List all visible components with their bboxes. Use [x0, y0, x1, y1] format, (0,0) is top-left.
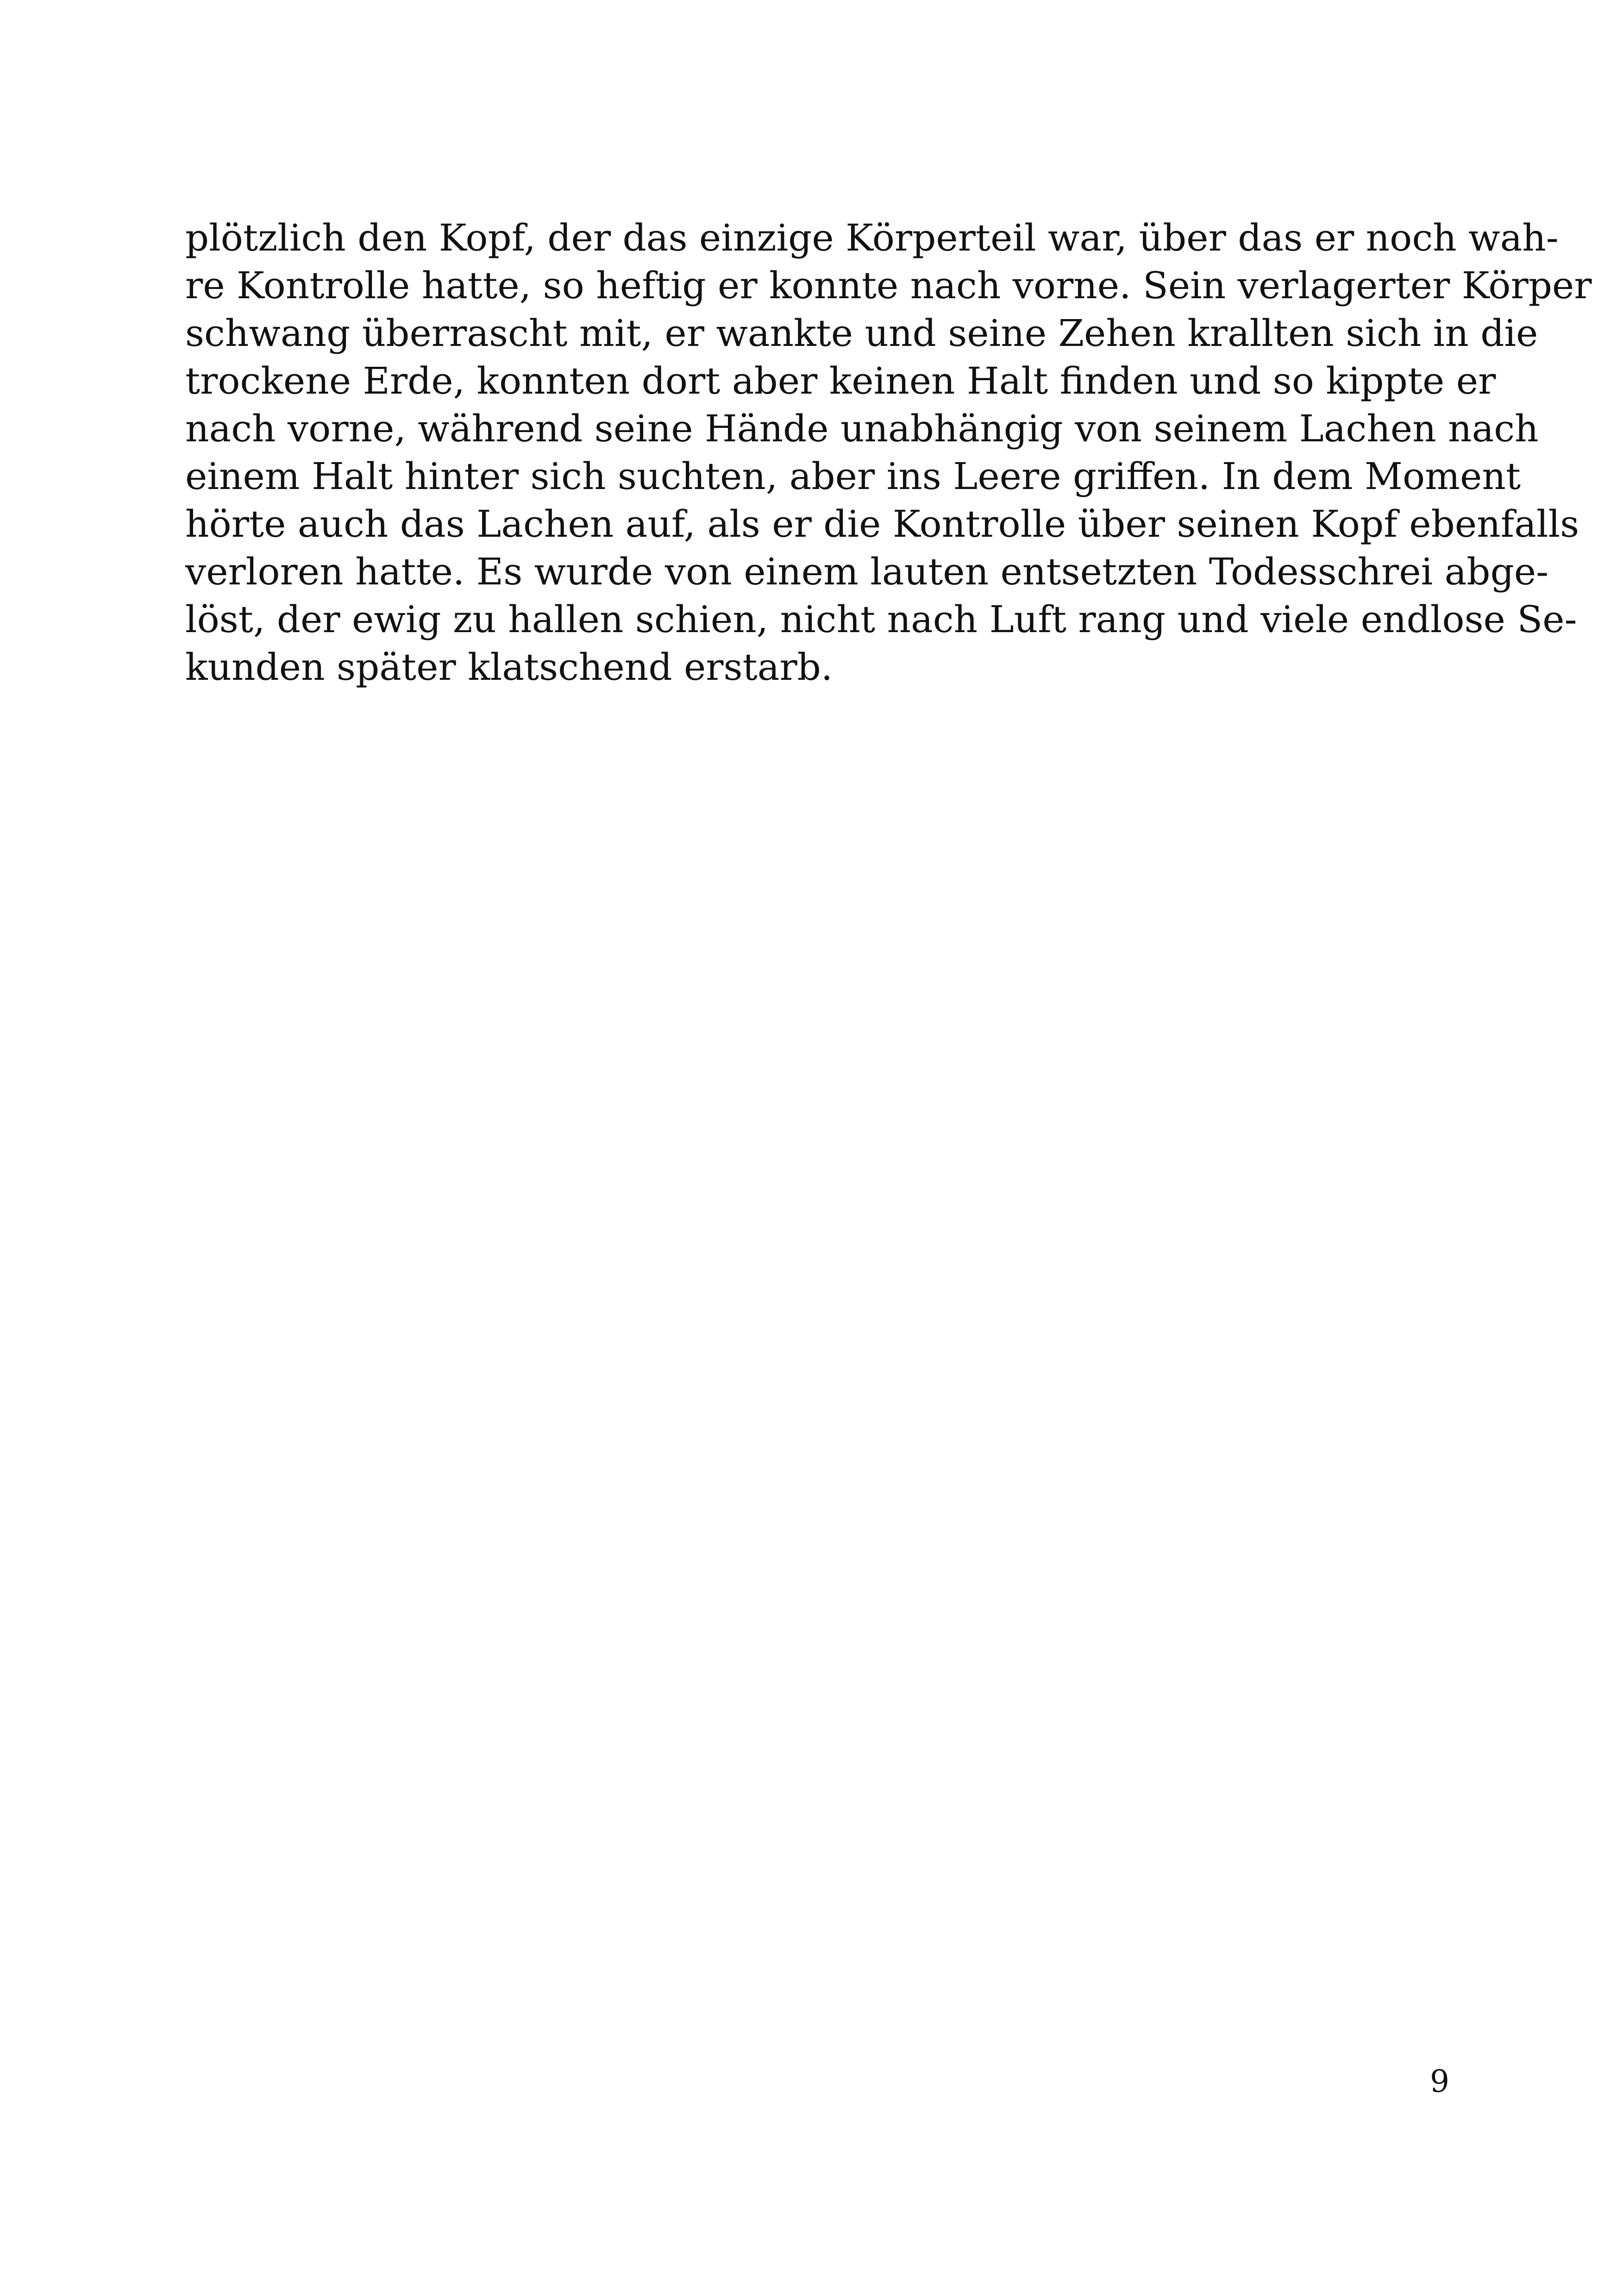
text-line: hörte auch das Lachen auf, als er die Kontrolle über seinen Kopf ebenfalls	[185, 502, 1579, 546]
text-line: einem Halt hinter sich suchten, aber ins Leere griffen. In dem Moment	[185, 455, 1521, 498]
page-number: 9	[1430, 2064, 1449, 2099]
body-paragraph	[185, 214, 1592, 691]
text-line: verloren hatte. Es wurde von einem lauten entsetzten Todesschrei abge-	[185, 550, 1549, 593]
text-line: plötzlich den Kopf, der das einzige Körperteil war, über das er noch wah-	[185, 216, 1559, 259]
text-line: kunden später klatschend erstarb.	[185, 646, 833, 689]
text-line: trockene Erde, konnten dort aber keinen Halt finden und so kippte er	[185, 359, 1496, 402]
text-line: schwang überrascht mit, er wankte und seine Zehen krallten sich in die	[185, 312, 1538, 355]
text-line: re Kontrolle hatte, so heftig er konnte nach vorne. Sein verlagerter Körper	[185, 264, 1592, 307]
text-line: nach vorne, während seine Hände unabhängig von seinem Lachen nach	[185, 407, 1539, 450]
text-line: löst, der ewig zu hallen schien, nicht nach Luft rang und viele endlose Se-	[185, 598, 1577, 641]
